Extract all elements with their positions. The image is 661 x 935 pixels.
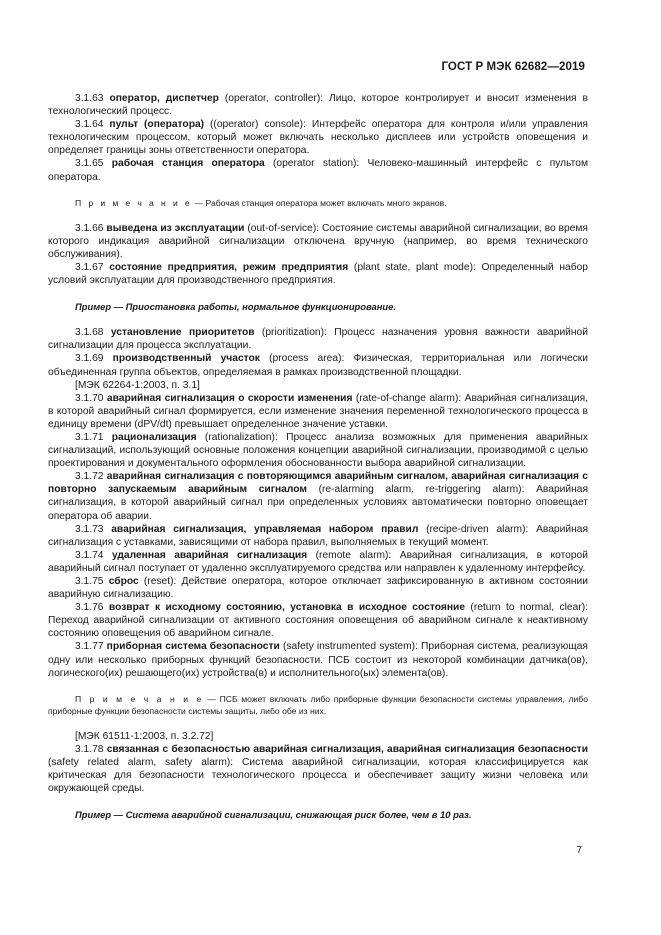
note <box>48 693 588 717</box>
term-text: (rationalization): Процесс анализа возможных для применения аварийных сигнализаций, использующий основные положения концепции аварийной сигнализации, производимой с целью проектирования и документального оформления обоснованности выбора аварийной сигнализации. <box>48 431 588 470</box>
standard-designation: ГОСТ Р МЭК 62682—2019 <box>441 61 585 73</box>
term-definition <box>48 523 588 549</box>
note <box>48 197 588 209</box>
term-text: (operator, controller): Лицо, которое контролирует и вносит изменения в технологический процесс. <box>48 93 588 118</box>
term-name: производственный участок <box>112 353 260 365</box>
term-definition <box>48 640 588 679</box>
term-text: (safety related alarm, safety alarm): Система аварийной сигнализации, которая классифицируется как критическая для безопасности технологического процесса и обеспечивает защиту жизни человека или окружающей среды. <box>48 756 588 795</box>
term-definition <box>48 431 588 470</box>
term-text: (remote alarm): Аварийная сигнализация, в которой аварийный сигнал поступает от удаленно эксплуатируемого средства или направлен к удаленному интерфейсу. <box>48 549 588 574</box>
term-definition <box>48 118 588 157</box>
term-name: связанная с безопасностью аварийная сигнализация, аварийная сигнализация безопасности <box>106 743 588 755</box>
term-number: 3.1.64 <box>75 119 104 131</box>
term-text: (reset): Действие оператора, которое отключает зафиксированную в активном состоянии аварийную сигнализацию. <box>48 576 588 601</box>
term-number: 3.1.71 <box>75 431 104 443</box>
term-definition <box>48 549 588 575</box>
term-definition <box>48 222 588 261</box>
document-body <box>48 92 588 834</box>
term-definition <box>48 601 588 640</box>
note-text: — Рабочая станция оператора может включать много экранов. <box>192 197 447 208</box>
term-name: установление приоритетов <box>110 327 255 339</box>
term-number: 3.1.65 <box>75 158 104 170</box>
term-name: выведена из эксплуатации <box>106 222 245 234</box>
term-name: удаленная аварийная сигнализация <box>111 549 308 561</box>
reference: [МЭК 62264-1:2003, п. 3.1] <box>75 379 200 391</box>
example: Пример — Приостановка работы, нормальное функционирование. <box>75 301 396 313</box>
term-name: аварийная сигнализация с повторяющимся аварийным сигналом, аварийная сигнализация с повторно запускаемым аварийным сигналом <box>48 471 588 496</box>
term-number: 3.1.68 <box>75 327 104 339</box>
term-text: (plant state, plant mode): Определенный набор условий эксплуатации для производственного предприятия. <box>48 261 588 287</box>
term-text: (re-alarming alarm, re-triggering alarm): Аварийная сигнализация, в которой аварийный сигнал при определенных условиях автоматически повторно оповещает оператора об аварии. <box>48 484 589 522</box>
term-text: (recipe-driven alarm): Аварийная сигнализация с уставками, зависящими от набора правил, выполняемых в текущий момент. <box>48 523 588 548</box>
term-name: аварийная сигнализация о скорости изменения <box>106 392 353 404</box>
term-name: приборная система безопасности <box>106 641 280 653</box>
term-number: 3.1.72 <box>75 471 104 483</box>
term-name: пульт (оператора) <box>109 119 205 131</box>
term-number: 3.1.78 <box>75 743 104 755</box>
term-definition <box>48 743 588 795</box>
term-name: аварийная сигнализация, управляемая набором правил <box>111 523 419 535</box>
example: Пример — Система аварийной сигнализации, снижающая риск более, чем в 10 раз. <box>75 809 472 821</box>
term-number: 3.1.70 <box>75 392 104 404</box>
term-number: 3.1.77 <box>75 641 104 653</box>
term-name: состояние предприятия, режим предприятия <box>109 261 349 273</box>
term-name: рабочая станция оператора <box>111 158 265 170</box>
term-number: 3.1.73 <box>75 523 104 535</box>
term-definition <box>48 157 588 183</box>
term-name: рационализация <box>111 431 197 443</box>
reference: [МЭК 61511-1:2003, п. 3.2.72] <box>75 730 214 742</box>
term-number: 3.1.74 <box>75 549 104 561</box>
term-text: (out-of-service): Состояние системы аварийной сигнализации, во время которого индикация аварийной сигнализации отключена вручную (например, во время технического обслуживания). <box>48 222 588 260</box>
term-definition <box>48 470 588 522</box>
term-definition <box>48 575 588 601</box>
term-name: оператор, диспетчер <box>109 93 219 104</box>
term-text: (safety instrumented system): Приборная система, реализующая одну или несколько приборных функций безопасности. ПСБ состоит из некоторой комбинации датчика(ов), логического(их) решающего(их) устройства(в) и исполнительного(ых) элемента(ов). <box>48 641 588 679</box>
term-definition <box>48 352 588 378</box>
term-text: (operator station): Человеко-машинный интерфейс с пультом оператора. <box>48 158 588 183</box>
page-number: 7 <box>576 845 582 856</box>
term-number: 3.1.67 <box>75 261 104 273</box>
note-label: П р и м е ч а н и е <box>75 197 193 208</box>
term-text: (rate-of-change alarm): Аварийная сигнализация, в которой аварийный сигнал формируется, если изменение значения переменной технологического процесса в единицу времени (dPV/dt) превышает определенное значение уставки. <box>48 392 589 430</box>
term-number: 3.1.76 <box>75 602 104 614</box>
term-text: (process area): Физическая, территориальная или логически объединенная группа объектов, определяемая в рамках производственной площадки. <box>48 353 588 378</box>
term-text: (prioritization): Процесс назначения уровня важности аварийной сигнализации для процесса эксплуатации. <box>48 327 588 352</box>
term-definition <box>48 92 588 118</box>
term-definition <box>48 392 588 431</box>
term-name: сброс <box>108 576 139 587</box>
term-number: 3.1.75 <box>75 576 104 587</box>
term-text: (return to normal, clear): Переход аварийной сигнализации от активного состояния оповещения об аварийном сигнале к неактивному состоянию оповещения об аварийном сигнале. <box>48 602 588 640</box>
note-text: — ПСБ может включать либо приборные функции безопасности системы управления, либо приборные функции безопасности системы защиты, либо обе из них. <box>48 693 588 716</box>
term-definition <box>48 326 588 352</box>
term-text: ((operator) console): Интерфейс оператора для контроля и/или управления технологическим процессом, который может включать несколько дисплеев или устройств оповещения и определяет границы зоны ответственности оператора. <box>48 119 588 157</box>
term-name: возврат к исходному состоянию, установка в исходное состояние <box>108 602 466 614</box>
term-definition <box>48 261 588 287</box>
term-number: 3.1.63 <box>75 93 104 104</box>
term-number: 3.1.66 <box>75 222 104 234</box>
term-number: 3.1.69 <box>75 353 104 365</box>
note-label: П р и м е ч а н и е <box>75 693 204 704</box>
